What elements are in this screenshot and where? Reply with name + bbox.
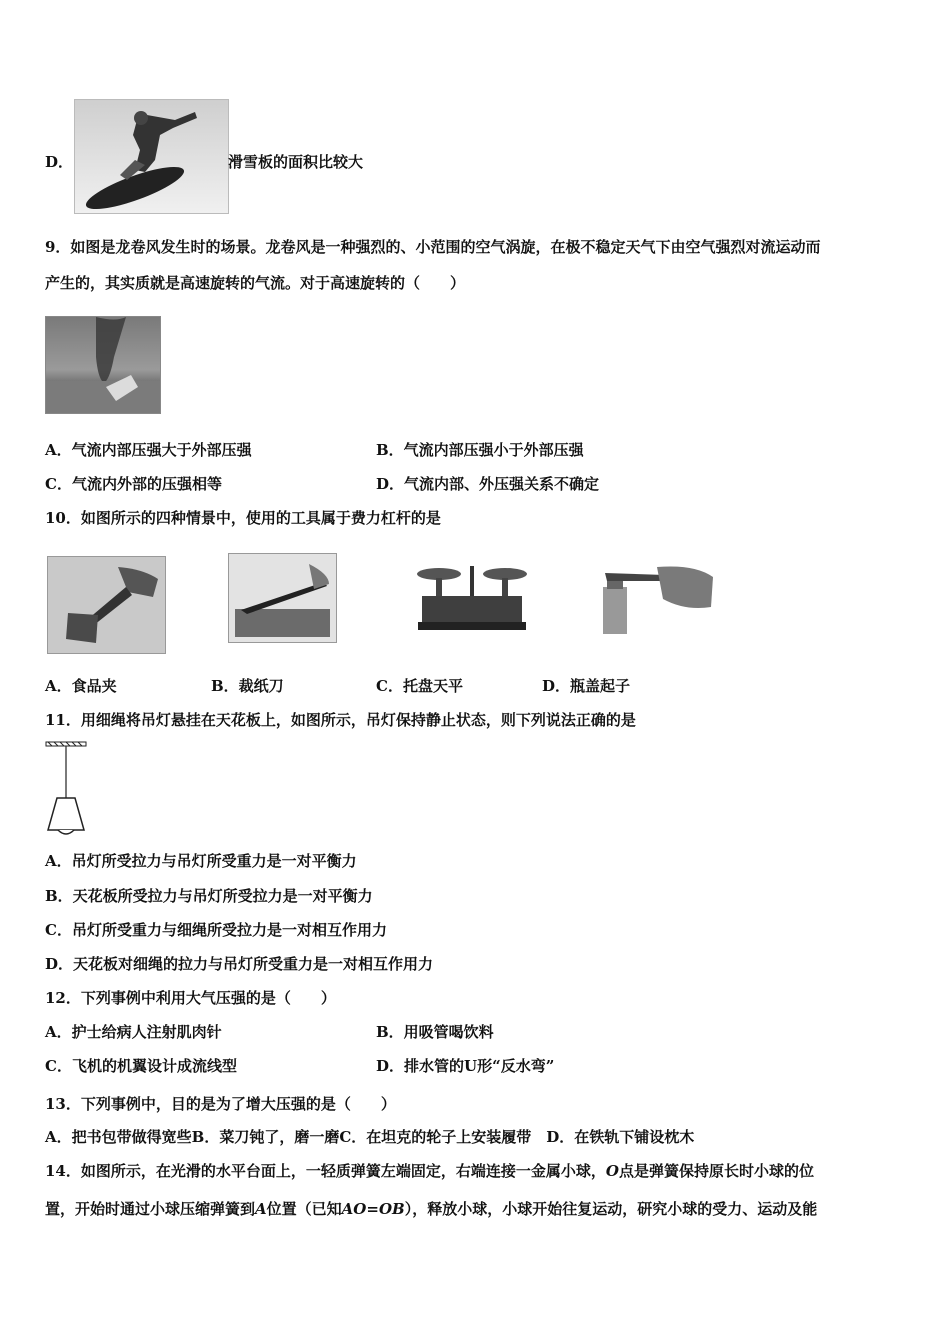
q14-line2-a: 置，开始时通过小球压缩弹簧到: [45, 1200, 256, 1218]
q11-option-a: A．吊灯所受拉力与吊灯所受重力是一对平衡力: [45, 852, 357, 870]
q12-option-a: A．护士给病人注射肌肉针: [45, 1023, 222, 1041]
q9-stem-line2: 产生的，其实质就是高速旋转的气流。对于高速旋转的（ ）: [45, 274, 466, 292]
q9-stem-line1: 9．如图是龙卷风发生时的场景。龙卷风是一种强烈的、小范围的空气涡旋，在极不稳定天气下由空气强烈对流运动而: [45, 238, 821, 256]
tornado-image: [45, 316, 161, 414]
balance-scale-image: [414, 558, 530, 633]
q12-option-b: B．用吸管喝饮料: [376, 1023, 494, 1041]
q10-option-b: B．裁纸刀: [211, 677, 284, 695]
snowboarder-image: [74, 99, 229, 214]
q11-option-b: B．天花板所受拉力与吊灯所受拉力是一对平衡力: [45, 887, 373, 905]
q14-line1-a: 14．如图所示，在光滑的水平台面上，一轻质弹簧左端固定，右端连接一金属小球，: [45, 1162, 606, 1180]
q12-stem: 12．下列事例中利用大气压强的是（ ）: [45, 989, 336, 1007]
q9-option-a: A．气流内部压强大于外部压强: [45, 441, 252, 459]
q10-option-d: D．瓶盖起子: [542, 677, 631, 695]
q14-point-a: A: [255, 1200, 267, 1218]
q9-option-c: C．气流内外部的压强相等: [45, 475, 222, 493]
q11-option-c: C．吊灯所受重力与细绳所受拉力是一对相互作用力: [45, 921, 387, 939]
q8-option-d-text: 滑雪板的面积比较大: [228, 153, 364, 171]
q11-stem: 11．用细绳将吊灯悬挂在天花板上，如图所示，吊灯保持静止状态，则下列说法正确的是: [45, 711, 636, 729]
q14-point-o: O: [605, 1162, 619, 1180]
food-tongs-image: [47, 556, 166, 654]
q11-option-d: D．天花板对细绳的拉力与吊灯所受重力是一对相互作用力: [45, 955, 434, 973]
bottle-opener-image: [585, 559, 716, 634]
q13-options: A．把书包带做得宽些B．菜刀钝了，磨一磨C．在坦克的轮子上安装履带 D．在铁轨下铺设枕木: [45, 1128, 695, 1146]
q13-stem: 13．下列事例中，目的是为了增大压强的是（ ）: [45, 1095, 396, 1113]
q14-line2: [45, 1199, 817, 1219]
q8-option-d-label: D．: [45, 153, 74, 171]
q9-option-b: B．气流内部压强小于外部压强: [376, 441, 584, 459]
q14-equation: AO=OB: [341, 1200, 405, 1218]
q12-option-c: C．飞机的机翼设计成流线型: [45, 1057, 237, 1075]
q14-line1-b: 点是弹簧保持原长时小球的位: [618, 1162, 814, 1180]
paper-cutter-image: [228, 553, 337, 643]
hanging-lamp-diagram: [42, 740, 92, 840]
q10-option-a: A．食品夹: [45, 677, 117, 695]
q14-line2-b: 位置（已知: [266, 1200, 342, 1218]
q10-option-c: C．托盘天平: [376, 677, 463, 695]
q12-option-d: D．排水管的U形“反水弯”: [376, 1057, 555, 1075]
q14-line1: [45, 1161, 814, 1181]
q10-stem: 10．如图所示的四种情景中，使用的工具属于费力杠杆的是: [45, 509, 441, 527]
q9-option-d: D．气流内部、外压强关系不确定: [376, 475, 600, 493]
q14-line2-c: ），释放小球，小球开始往复运动，研究小球的受力、运动及能: [404, 1200, 818, 1218]
